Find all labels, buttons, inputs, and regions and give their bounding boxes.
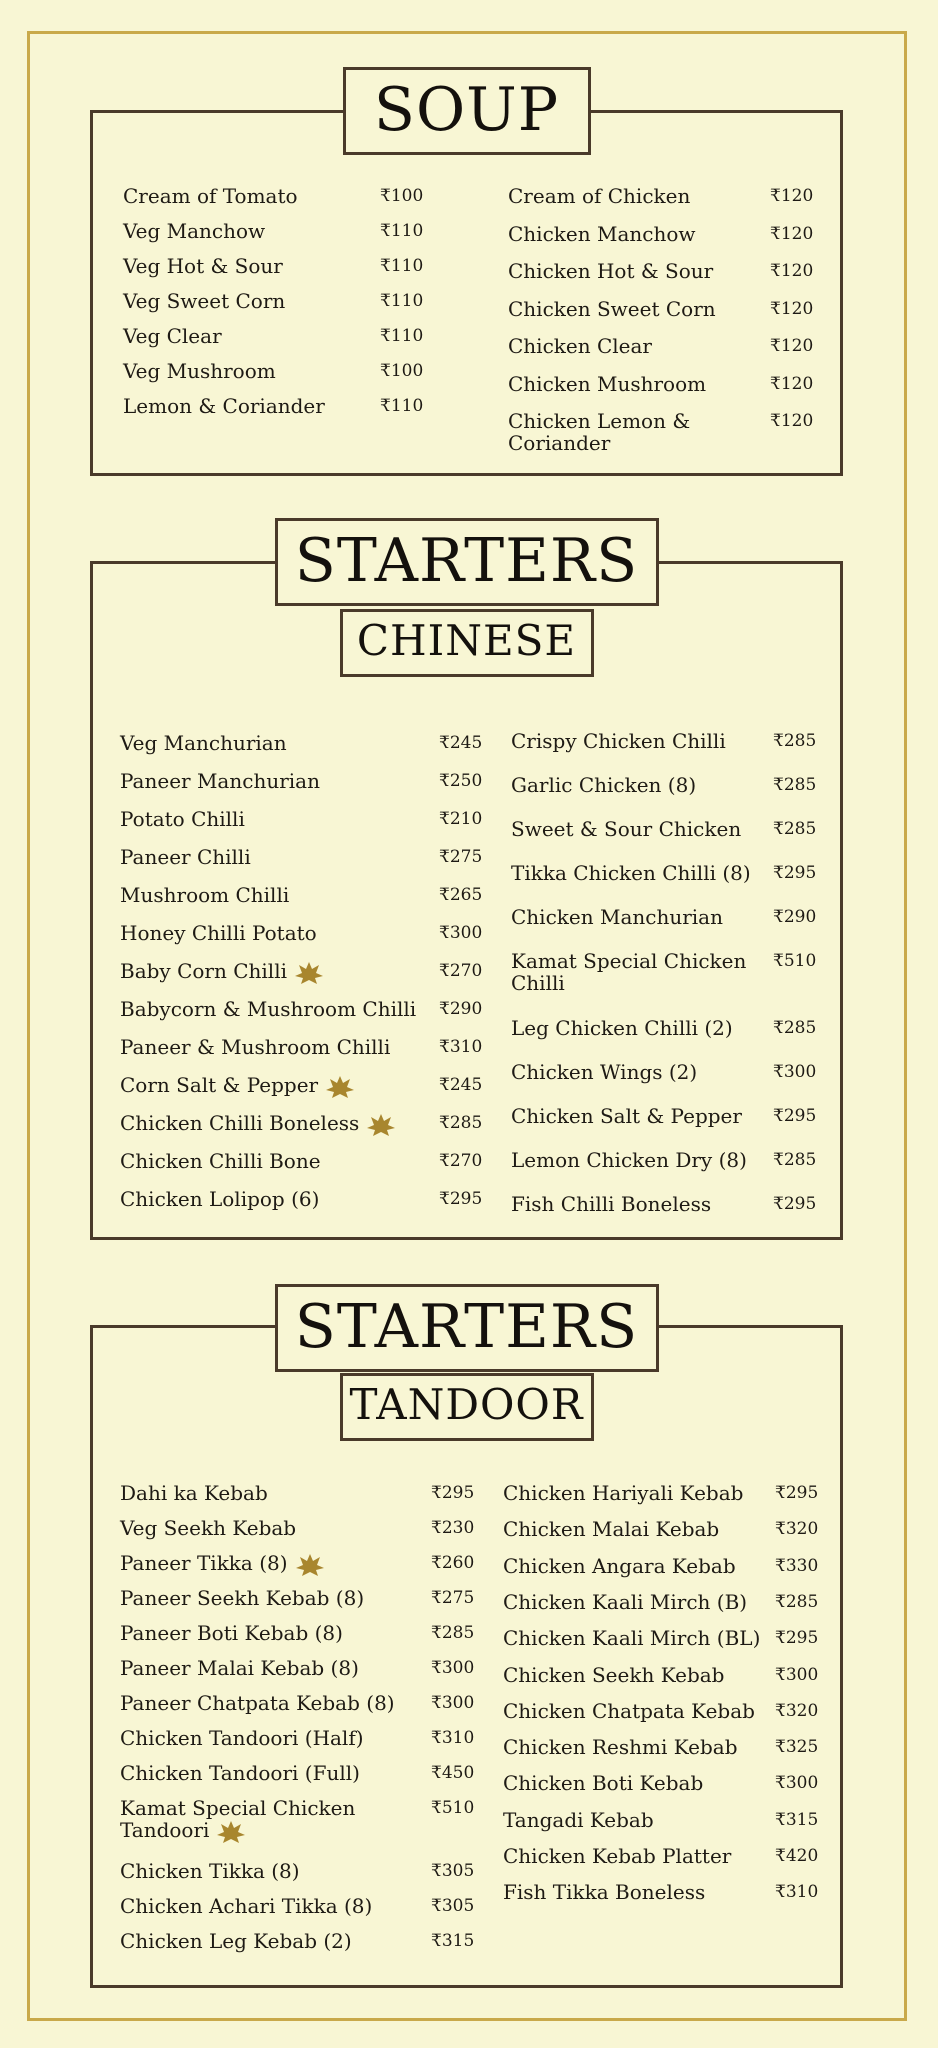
menu-item-name xyxy=(511,906,723,928)
menu-item-price: ₹295 xyxy=(775,1628,819,1649)
soup-title: SOUP xyxy=(373,75,560,145)
menu-item-label: Chicken Achari Tikka (8) xyxy=(120,1894,373,1918)
menu-item-label: Veg Seekh Kebab xyxy=(120,1516,297,1540)
menu-item-name xyxy=(511,774,696,796)
menu-item-label: Lemon Chicken Dry (8) xyxy=(511,1148,747,1172)
menu-item-name xyxy=(120,1657,359,1679)
menu-item-price: ₹295 xyxy=(773,863,817,883)
menu-item-label: Babycorn & Mushroom Chilli xyxy=(120,997,417,1021)
menu-item-price: ₹265 xyxy=(439,885,483,905)
menu-item-label: Paneer Chilli xyxy=(120,845,251,869)
menu-item-name xyxy=(511,1193,711,1215)
menu-item-label: Chicken Lolipop (6) xyxy=(120,1187,320,1211)
chinese-subtitle: CHINESE xyxy=(356,616,577,665)
menu-item-price: ₹110 xyxy=(380,256,424,276)
menu-item-label: Crispy Chicken Chilli xyxy=(511,729,726,753)
menu-item-label: Paneer Seekh Kebab (8) xyxy=(120,1586,365,1610)
menu-item-price: ₹300 xyxy=(431,1658,475,1678)
menu-item-name xyxy=(120,1727,364,1749)
menu-item-name xyxy=(123,290,285,312)
menu-item-price: ₹120 xyxy=(770,336,814,356)
menu-item-price: ₹310 xyxy=(431,1728,475,1748)
menu-item-label: Chicken Tikka (8) xyxy=(120,1859,300,1883)
menu-item-label: Chicken Mushroom xyxy=(508,371,707,396)
menu-item-name xyxy=(120,732,287,754)
menu-item-name xyxy=(511,818,741,840)
menu-item-name xyxy=(508,373,706,395)
menu-item-price: ₹305 xyxy=(431,1861,475,1881)
tandoor-title-box xyxy=(275,1284,659,1372)
menu-item-name xyxy=(503,1591,747,1613)
menu-item-price: ₹325 xyxy=(775,1737,819,1758)
menu-item-price: ₹285 xyxy=(775,1591,819,1612)
menu-item-label: Chicken Leg Kebab (2) xyxy=(120,1929,352,1953)
menu-item-price: ₹245 xyxy=(439,1075,483,1095)
menu-item-price: ₹100 xyxy=(380,361,424,381)
menu-item-name xyxy=(503,1482,743,1504)
menu-item-name xyxy=(503,1772,703,1794)
menu-item-price: ₹210 xyxy=(439,809,483,829)
menu-item-label: Leg Chicken Chilli (2) xyxy=(511,1016,733,1040)
menu-item-label: Honey Chilli Potato xyxy=(120,921,317,945)
menu-item-name xyxy=(503,1664,724,1686)
menu-item-price: ₹120 xyxy=(770,186,814,206)
soup-title-box xyxy=(343,67,591,155)
menu-item-label: Veg Manchurian xyxy=(120,731,287,755)
menu-item-label: Fish Tikka Boneless xyxy=(503,1880,706,1905)
menu-item-label: Mushroom Chilli xyxy=(120,883,290,907)
menu-item-price: ₹120 xyxy=(770,298,814,319)
menu-item-label: Veg Sweet Corn xyxy=(123,289,286,313)
menu-item-label: Cream of Chicken xyxy=(508,184,691,208)
tandoor-subtitle: TANDOOR xyxy=(349,1380,584,1429)
menu-item-label: Chicken Seekh Kebab xyxy=(503,1662,725,1687)
menu-item-price: ₹285 xyxy=(773,819,817,839)
menu-item-name xyxy=(508,185,690,207)
menu-item-label: Chicken Manchow xyxy=(508,221,696,246)
menu-item-name xyxy=(508,298,716,320)
chef-star-icon xyxy=(326,1076,354,1098)
menu-item-label: Kamat Special Chicken Tandoori xyxy=(120,1796,356,1842)
menu-item-label: Paneer Boti Kebab (8) xyxy=(120,1621,343,1645)
menu-item-price: ₹305 xyxy=(431,1896,475,1916)
menu-item-label: Tikka Chicken Chilli (8) xyxy=(511,861,751,885)
chef-star-icon xyxy=(296,1554,324,1576)
menu-item-name xyxy=(120,1188,319,1210)
menu-item-label: Fish Chilli Boneless xyxy=(511,1192,712,1216)
menu-item-label: Chicken Manchurian xyxy=(511,905,723,929)
menu-item-name xyxy=(120,884,289,906)
menu-item-price: ₹120 xyxy=(770,373,814,394)
menu-item-name xyxy=(508,260,713,282)
chef-star-icon xyxy=(295,962,323,984)
menu-item-price: ₹310 xyxy=(439,1037,483,1057)
menu-item-name xyxy=(120,1797,400,1843)
starters-chinese-title: STARTERS xyxy=(294,526,639,596)
menu-item-label: Chicken Hot & Sour xyxy=(508,259,714,283)
menu-item-name xyxy=(123,395,325,417)
menu-item-price: ₹275 xyxy=(431,1588,475,1608)
menu-item-price: ₹295 xyxy=(439,1189,483,1209)
menu-item-label: Chicken Reshmi Kebab xyxy=(503,1735,738,1760)
menu-item-label: Chicken Hariyali Kebab xyxy=(503,1481,744,1505)
menu-item-price: ₹310 xyxy=(775,1882,819,1903)
menu-item-price: ₹250 xyxy=(439,771,483,791)
menu-item-name xyxy=(503,1518,719,1540)
menu-item-name xyxy=(120,770,320,792)
menu-item-label: Chicken Kaali Mirch (B) xyxy=(503,1589,748,1614)
menu-item-label: Corn Salt & Pepper xyxy=(120,1073,319,1097)
menu-item-price: ₹510 xyxy=(773,951,817,971)
menu-item-price: ₹300 xyxy=(439,923,483,943)
menu-item-name xyxy=(508,410,708,454)
chef-star-icon xyxy=(217,1821,245,1843)
menu-item-price: ₹510 xyxy=(431,1798,475,1818)
menu-item-label: Lemon & Coriander xyxy=(123,394,325,418)
menu-item-label: Chicken Chilli Bone xyxy=(120,1149,321,1173)
chinese-subtitle-box xyxy=(340,609,594,677)
menu-item-price: ₹270 xyxy=(439,961,483,981)
menu-item-price: ₹295 xyxy=(775,1483,819,1503)
menu-item-label: Chicken Chilli Boneless xyxy=(120,1111,360,1135)
menu-item-price: ₹100 xyxy=(380,186,424,206)
menu-item-name xyxy=(120,1762,360,1784)
starters-chinese-section xyxy=(90,526,843,1240)
menu-item-price: ₹300 xyxy=(775,1773,819,1794)
menu-item-name xyxy=(511,1061,697,1083)
menu-item-label: Chicken Sweet Corn xyxy=(508,296,716,321)
menu-item-label: Kamat Special Chicken Chilli xyxy=(511,949,747,995)
menu-item-label: Chicken Lemon & Coriander xyxy=(508,409,691,455)
menu-item-name xyxy=(511,730,726,752)
menu-item-label: Chicken Clear xyxy=(508,334,652,358)
menu-item-name xyxy=(120,922,317,944)
menu-item-name xyxy=(508,335,652,357)
menu-item-price: ₹110 xyxy=(380,326,424,346)
menu-item-name xyxy=(511,1149,747,1171)
menu-item-name xyxy=(123,220,265,242)
menu-item-name xyxy=(503,1700,755,1722)
menu-item-name xyxy=(511,1105,742,1127)
menu-item-price: ₹315 xyxy=(775,1809,819,1830)
menu-item-price: ₹285 xyxy=(773,775,817,795)
menu-item-price: ₹450 xyxy=(431,1763,475,1783)
menu-item-label: Veg Manchow xyxy=(123,219,266,243)
menu-item-name xyxy=(120,1036,390,1058)
menu-item-label: Potato Chilli xyxy=(120,807,245,831)
menu-item-name xyxy=(120,1074,354,1098)
menu-item-price: ₹120 xyxy=(770,261,814,281)
menu-item-price: ₹290 xyxy=(773,907,817,927)
menu-item-price: ₹320 xyxy=(775,1700,819,1721)
menu-item-label: Sweet & Sour Chicken xyxy=(511,817,742,841)
menu-item-name xyxy=(123,325,222,347)
menu-item-price: ₹285 xyxy=(773,1150,817,1170)
menu-item-label: Garlic Chicken (8) xyxy=(511,773,697,797)
menu-item-name xyxy=(123,360,276,382)
menu-item-name xyxy=(120,1930,352,1952)
menu-item-price: ₹120 xyxy=(770,411,814,431)
menu-item-price: ₹270 xyxy=(439,1151,483,1171)
starters-tandoor-title: STARTERS xyxy=(294,1292,639,1362)
menu-item-price: ₹285 xyxy=(773,1018,817,1038)
menu-item-label: Chicken Boti Kebab xyxy=(503,1771,704,1796)
menu-item-name xyxy=(511,1017,733,1039)
menu-item-label: Veg Clear xyxy=(123,324,222,348)
menu-item-name xyxy=(503,1845,731,1867)
chef-star-icon xyxy=(367,1114,395,1136)
menu-item-name xyxy=(120,1895,372,1917)
menu-item-price: ₹110 xyxy=(380,221,424,241)
menu-item-price: ₹260 xyxy=(431,1553,475,1573)
menu-item-name xyxy=(120,1860,300,1882)
menu-item-label: Chicken Chatpata Kebab xyxy=(503,1698,755,1723)
menu-item-name xyxy=(123,185,298,207)
menu-item-name xyxy=(503,1736,738,1758)
starters-tandoor-section xyxy=(90,1292,843,1988)
menu-item-price: ₹330 xyxy=(775,1555,819,1576)
menu-item-price: ₹285 xyxy=(439,1113,483,1133)
menu-item-name xyxy=(120,846,251,868)
menu-item-price: ₹300 xyxy=(431,1693,475,1713)
menu-item-name xyxy=(120,1517,296,1539)
menu-item-name xyxy=(120,1112,395,1136)
menu-item-name xyxy=(120,1482,268,1504)
menu-item-label: Baby Corn Chilli xyxy=(120,959,287,983)
menu-item-price: ₹320 xyxy=(775,1519,819,1540)
menu-item-name xyxy=(120,1150,321,1172)
menu-item-label: Chicken Tandoori (Full) xyxy=(120,1761,360,1785)
menu-item-price: ₹295 xyxy=(431,1483,475,1503)
menu-item-label: Tangadi Kebab xyxy=(503,1807,654,1832)
tandoor-subtitle-box xyxy=(340,1373,594,1441)
menu-item-name xyxy=(503,1627,760,1649)
menu-item-price: ₹110 xyxy=(380,396,424,416)
menu-item-name xyxy=(120,998,416,1020)
menu-item-price: ₹110 xyxy=(380,291,424,311)
menu-item-label: Cream of Tomato xyxy=(123,184,298,208)
menu-item-label: Chicken Kaali Mirch (BL) xyxy=(503,1626,761,1651)
menu-item-label: Chicken Malai Kebab xyxy=(503,1517,720,1542)
menu-item-name xyxy=(120,808,245,830)
menu-item-price: ₹285 xyxy=(431,1623,475,1643)
menu-item-label: Chicken Kebab Platter xyxy=(503,1844,732,1868)
menu-item-label: Paneer Manchurian xyxy=(120,769,320,793)
menu-item-name xyxy=(503,1881,705,1903)
menu-item-label: Veg Hot & Sour xyxy=(123,254,283,278)
menu-item-price: ₹275 xyxy=(439,847,483,867)
menu-item-price: ₹290 xyxy=(439,999,483,1019)
menu-item-label: Paneer Chatpata Kebab (8) xyxy=(120,1691,395,1715)
menu-item-label: Paneer Malai Kebab (8) xyxy=(120,1656,359,1680)
menu-item-name xyxy=(120,1552,324,1576)
menu-item-name xyxy=(508,223,696,245)
menu-item-label: Chicken Angara Kebab xyxy=(503,1553,736,1578)
soup-section xyxy=(90,75,843,476)
menu-item-name xyxy=(120,1587,364,1609)
menu-item-name xyxy=(120,960,323,984)
menu-item-label: Paneer Tikka (8) xyxy=(120,1551,288,1575)
menu-item-price: ₹245 xyxy=(439,733,483,753)
menu-item-name xyxy=(120,1692,395,1714)
menu-item-label: Dahi ka Kebab xyxy=(120,1481,268,1505)
menu-item-price: ₹295 xyxy=(773,1106,817,1126)
menu-item-price: ₹120 xyxy=(770,223,814,244)
menu-item-name xyxy=(120,1622,343,1644)
menu-item-label: Chicken Tandoori (Half) xyxy=(120,1726,364,1750)
menu-item-price: ₹420 xyxy=(775,1846,819,1866)
menu-item-price: ₹285 xyxy=(773,731,817,751)
menu-item-label: Chicken Salt & Pepper xyxy=(511,1104,742,1128)
menu-item-price: ₹300 xyxy=(773,1062,817,1082)
menu-item-label: Chicken Wings (2) xyxy=(511,1060,698,1084)
menu-item-price: ₹315 xyxy=(431,1931,475,1951)
menu-item-name xyxy=(503,1809,654,1831)
menu-item-name xyxy=(123,255,283,277)
menu-item-name xyxy=(511,862,751,884)
chinese-title-box xyxy=(275,518,659,606)
menu-item-price: ₹300 xyxy=(775,1664,819,1685)
menu-item-label: Veg Mushroom xyxy=(123,359,276,383)
menu-item-price: ₹295 xyxy=(773,1194,817,1214)
menu-item-name xyxy=(511,950,771,994)
menu-item-label: Paneer & Mushroom Chilli xyxy=(120,1035,391,1059)
menu-item-name xyxy=(503,1555,736,1577)
menu-item-price: ₹230 xyxy=(431,1518,475,1538)
